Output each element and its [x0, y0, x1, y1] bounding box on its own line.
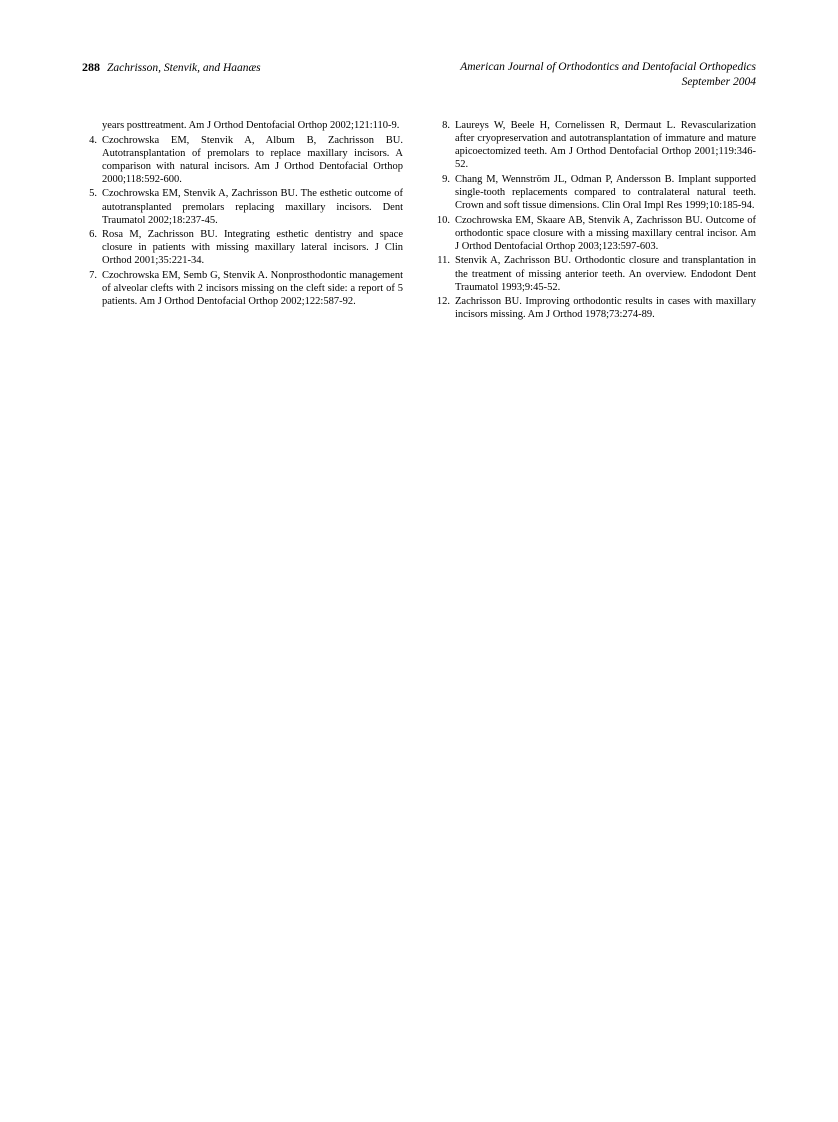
reference-item: [435, 214, 756, 253]
references-section: [82, 119, 756, 323]
journal-title: American Journal of Orthodontics and Dentofacial Orthopedics: [460, 61, 756, 73]
reference-item: [82, 187, 403, 226]
issue-date: September 2004: [681, 76, 756, 88]
reference-item: [82, 228, 403, 267]
reference-item: [435, 173, 756, 212]
reference-number: 9.: [442, 173, 450, 185]
running-head: [82, 60, 756, 90]
reference-number: 8.: [442, 120, 450, 131]
reference-text: years posttreatment. Am J Orthod Dentofacial Orthop 2002;121:110-9.: [102, 120, 400, 131]
reference-text: Czochrowska EM, Semb G, Stenvik A. Nonprosthodontic management of alveolar clefts with 2 incisors missing on the cleft side: a report of 5 patients. Am J Orthod Dentofacial Orthop 2002;122:587-92.: [102, 270, 403, 308]
reference-item: [435, 119, 756, 171]
reference-item: [435, 295, 756, 321]
reference-number: 4.: [89, 134, 97, 146]
reference-text: Rosa M, Zachrisson BU. Integrating esthetic dentistry and space closure in patients with missing maxillary lateral incisors. J Clin Orthod 2001;35:221-34.: [102, 229, 403, 267]
reference-number: 10.: [436, 214, 450, 226]
reference-text: Chang M, Wennström JL, Odman P, Andersson B. Implant supported single-tooth replacements compared to contralateral natural teeth. Crown and soft tissue dimensions. Clin Oral Impl Res 1999;10:185-94.: [455, 173, 756, 212]
reference-number: 11.: [437, 255, 450, 267]
references-left-column: [82, 119, 403, 323]
reference-item: [435, 254, 756, 293]
reference-item: [82, 119, 403, 132]
reference-item: [82, 269, 403, 308]
reference-text: Laureys W, Beele H, Cornelissen R, Dermaut L. Revascularization after cryopreservation and autotransplantation of immature and mature apicoectomized teeth. Am J Orthod Dentofacial Orthop 2001;119:346-52.: [455, 120, 756, 171]
reference-number: 5.: [89, 188, 97, 200]
reference-number: 7.: [89, 270, 97, 282]
running-head-right: [460, 60, 756, 90]
reference-number: 12.: [436, 296, 450, 308]
reference-text: Czochrowska EM, Stenvik A, Zachrisson BU. The esthetic outcome of autotransplanted premolars replacing maxillary incisors. Dent Traumatol 2002;18:237-45.: [102, 188, 403, 226]
page-number: 288: [82, 60, 100, 74]
reference-text: Czochrowska EM, Skaare AB, Stenvik A, Zachrisson BU. Outcome of orthodontic space closure with a missing maxillary central incisor. Am J Orthod Dentofacial Orthop 2003;123:597-603.: [455, 214, 756, 252]
reference-item: [82, 134, 403, 186]
running-head-left: [82, 60, 261, 75]
reference-text: Czochrowska EM, Stenvik A, Album B, Zachrisson BU. Autotransplantation of premolars to replace maxillary incisors. A comparison with natural incisors. Am J Orthod Dentofacial Orthop 2000;118:592-600.: [102, 134, 403, 185]
reference-text: Zachrisson BU. Improving orthodontic results in cases with maxillary incisors missing. Am J Orthod 1978;73:274-89.: [455, 296, 756, 321]
reference-number: 6.: [89, 229, 97, 241]
references-right-column: [435, 119, 756, 323]
reference-text: Stenvik A, Zachrisson BU. Orthodontic closure and transplantation in the treatment of missing anterior teeth. An overview. Endodont Dent Traumatol 1993;9:45-52.: [455, 255, 756, 293]
running-head-authors: Zachrisson, Stenvik, and Haanæs: [107, 62, 261, 74]
